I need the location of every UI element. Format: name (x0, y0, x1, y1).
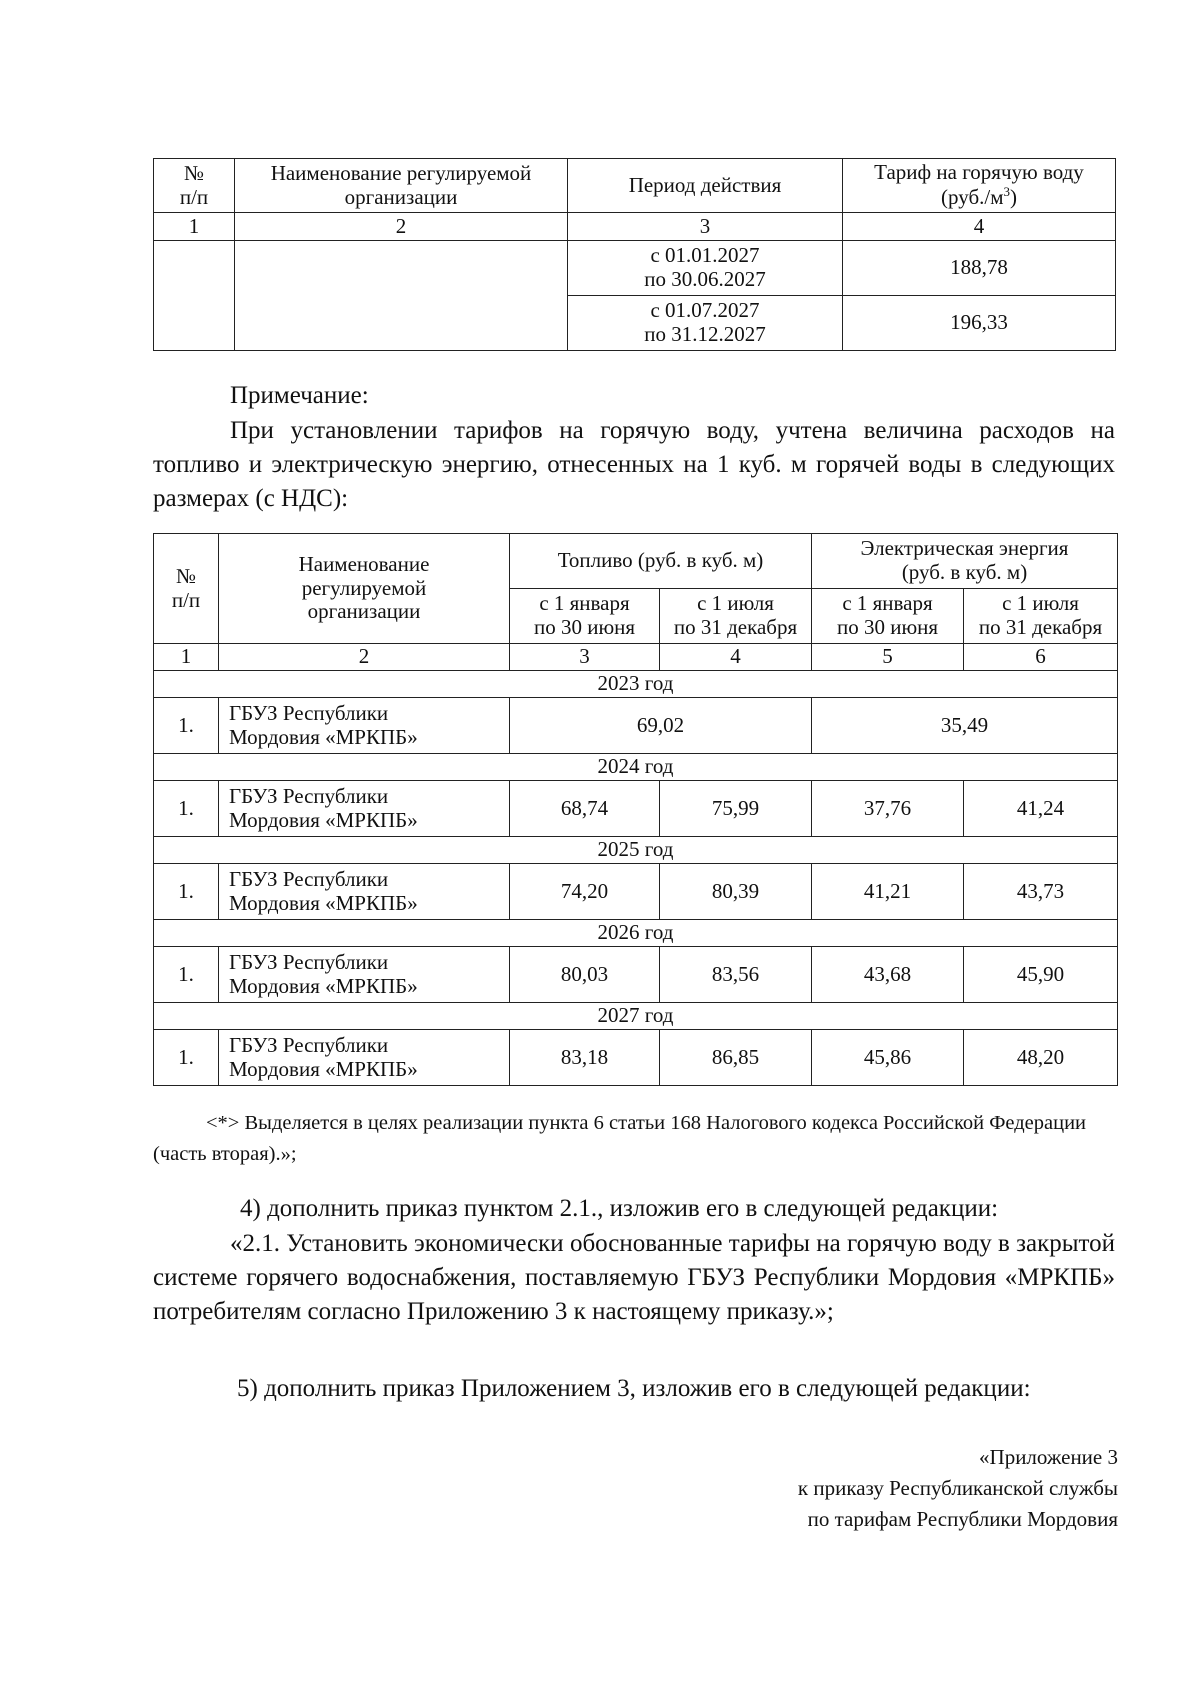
elec-h2-value: 45,90 (964, 947, 1118, 1003)
row-num: 1. (154, 864, 219, 920)
colnum-6: 6 (964, 644, 1118, 671)
elec-h1-value: 45,86 (812, 1030, 964, 1086)
org-name: ГБУЗ Республики Мордовия «МРКПБ» (219, 1030, 510, 1086)
row-num: 1. (154, 781, 219, 837)
org-name: ГБУЗ Республики Мордовия «МРКПБ» (219, 698, 510, 754)
elec-h2-value: 48,20 (964, 1030, 1118, 1086)
header-tariff-exp: 3 (1003, 184, 1010, 199)
tariff-cell: 188,78 (843, 241, 1116, 296)
empty-num-cell (154, 241, 235, 351)
item-4-text: «2.1. Установить экономически обоснованные тарифы на горячую воду в закрытой системе горячего водоснабжения, поставляемую ГБУЗ Республики Мордовия «МРКПБ» потребителям согласно Приложению 3 к настоящему приказу.»; (153, 1230, 1115, 1325)
header-org: Наименование регулируемой организации (235, 159, 568, 213)
colnum-1: 1 (154, 213, 235, 241)
item-5-text: 5) дополнить приказ Приложением 3, изложив его в следующей редакции: (237, 1375, 1031, 1402)
header-num: № п/п (154, 534, 219, 644)
fuel-h2-value: 80,39 (660, 864, 812, 920)
header-electricity: Электрическая энергия (руб. в куб. м) (812, 534, 1118, 589)
tariff-cell: 196,33 (843, 296, 1116, 351)
elec-value: 35,49 (812, 698, 1118, 754)
colnum-2: 2 (219, 644, 510, 671)
note-title: Примечание: (230, 382, 369, 409)
colnum-2: 2 (235, 213, 568, 241)
header-fuel: Топливо (руб. в куб. м) (510, 534, 812, 589)
year-row: 2024 год (154, 754, 1118, 781)
elec-h1-value: 43,68 (812, 947, 964, 1003)
footnote: <*> Выделяется в целях реализации пункта 6 статьи 168 Налогового кодекса Российской Федерации (часть вторая).»; (153, 1112, 1087, 1165)
fuel-h1-value: 80,03 (510, 947, 660, 1003)
row-num: 1. (154, 1030, 219, 1086)
org-name: ГБУЗ Республики Мордовия «МРКПБ» (219, 781, 510, 837)
fuel-value: 69,02 (510, 698, 812, 754)
header-tariff (843, 159, 1116, 213)
cost-table (153, 533, 1118, 1086)
item-4-heading: 4) дополнить приказ пунктом 2.1., изложив его в следующей редакции: (240, 1195, 999, 1222)
colnum-1: 1 (154, 644, 219, 671)
row-num: 1. (154, 698, 219, 754)
fuel-h1-value: 68,74 (510, 781, 660, 837)
tariff-table (153, 158, 1116, 351)
header-elec-h1: с 1 января по 30 июня (812, 589, 964, 644)
header-fuel-h1: с 1 января по 30 июня (510, 589, 660, 644)
header-tariff-close: ) (1010, 185, 1017, 209)
colnum-4: 4 (660, 644, 812, 671)
header-org: Наименование регулируемой организации (219, 534, 510, 644)
colnum-3: 3 (568, 213, 843, 241)
elec-h1-value: 37,76 (812, 781, 964, 837)
year-row: 2026 год (154, 920, 1118, 947)
colnum-4: 4 (843, 213, 1116, 241)
appendix-line-1: «Приложение 3 (979, 1445, 1118, 1469)
year-row: 2023 год (154, 671, 1118, 698)
header-num: № п/п (154, 159, 235, 213)
header-period: Период действия (568, 159, 843, 213)
elec-h2-value: 41,24 (964, 781, 1118, 837)
elec-h1-value: 41,21 (812, 864, 964, 920)
year-row: 2027 год (154, 1003, 1118, 1030)
appendix-line-3: по тарифам Республики Мордовия (807, 1507, 1118, 1531)
header-tariff-title: Тариф на горячую воду (874, 160, 1084, 185)
colnum-3: 3 (510, 644, 660, 671)
fuel-h1-value: 83,18 (510, 1030, 660, 1086)
elec-h2-value: 43,73 (964, 864, 1118, 920)
header-tariff-unit: (руб./м (941, 185, 1004, 209)
header-elec-h2: с 1 июля по 31 декабря (964, 589, 1118, 644)
period-cell: с 01.07.2027 по 31.12.2027 (568, 296, 843, 351)
note-text: При установлении тарифов на горячую воду, учтена величина расходов на топливо и электрическую энергию, отнесенных на 1 куб. м горячей воды в следующих размерах (с НДС): (153, 417, 1115, 512)
year-row: 2025 год (154, 837, 1118, 864)
fuel-h1-value: 74,20 (510, 864, 660, 920)
fuel-h2-value: 75,99 (660, 781, 812, 837)
row-num: 1. (154, 947, 219, 1003)
fuel-h2-value: 83,56 (660, 947, 812, 1003)
appendix-header (798, 1442, 1118, 1535)
empty-org-cell (235, 241, 568, 351)
header-fuel-h2: с 1 июля по 31 декабря (660, 589, 812, 644)
colnum-5: 5 (812, 644, 964, 671)
period-cell: с 01.01.2027 по 30.06.2027 (568, 241, 843, 296)
org-name: ГБУЗ Республики Мордовия «МРКПБ» (219, 864, 510, 920)
org-name: ГБУЗ Республики Мордовия «МРКПБ» (219, 947, 510, 1003)
fuel-h2-value: 86,85 (660, 1030, 812, 1086)
appendix-line-2: к приказу Республиканской службы (797, 1476, 1118, 1500)
